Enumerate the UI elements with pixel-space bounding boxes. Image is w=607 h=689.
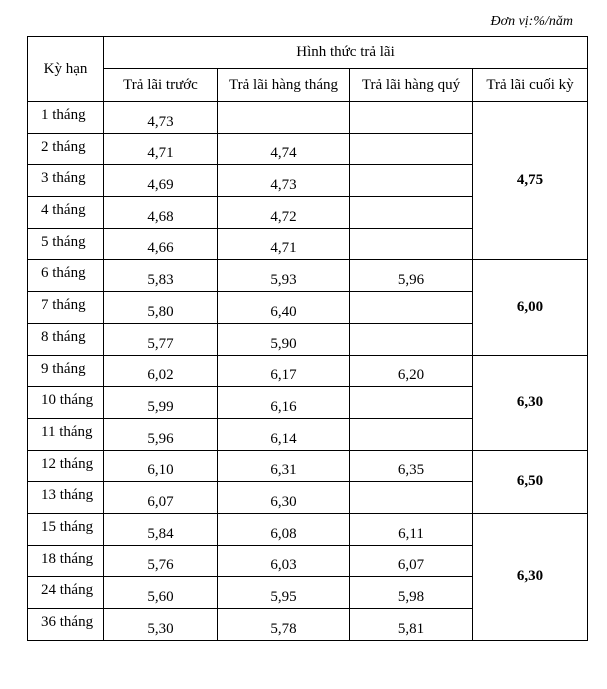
header-col-end-of-term: Trả lãi cuối kỳ <box>473 69 588 102</box>
unit-note: Đơn vị:%/năm <box>490 14 573 29</box>
term-cell: 13 tháng <box>28 482 104 514</box>
monthly-cell: 4,74 <box>218 133 350 165</box>
term-cell: 11 tháng <box>28 418 104 450</box>
prepaid-cell: 4,73 <box>104 102 218 134</box>
quarterly-cell <box>350 197 473 229</box>
monthly-cell: 6,16 <box>218 387 350 419</box>
term-cell: 1 tháng <box>28 102 104 134</box>
monthly-cell: 5,95 <box>218 577 350 609</box>
term-cell: 2 tháng <box>28 133 104 165</box>
prepaid-cell: 4,66 <box>104 228 218 260</box>
quarterly-cell <box>350 133 473 165</box>
table-row <box>28 260 588 292</box>
prepaid-cell: 5,84 <box>104 513 218 545</box>
monthly-cell: 4,71 <box>218 228 350 260</box>
table-row <box>28 513 588 545</box>
monthly-cell: 5,90 <box>218 323 350 355</box>
header-col-monthly: Trả lãi hàng tháng <box>218 69 350 102</box>
quarterly-cell: 6,35 <box>350 450 473 482</box>
header-payment-method: Hình thức trả lãi <box>104 37 588 69</box>
header-term: Kỳ hạn <box>28 37 104 102</box>
table-row <box>28 450 588 482</box>
monthly-cell: 6,03 <box>218 545 350 577</box>
monthly-cell <box>218 102 350 134</box>
quarterly-cell: 5,96 <box>350 260 473 292</box>
monthly-cell: 4,72 <box>218 197 350 229</box>
term-cell: 7 tháng <box>28 292 104 324</box>
term-cell: 6 tháng <box>28 260 104 292</box>
monthly-cell: 6,08 <box>218 513 350 545</box>
quarterly-cell: 5,98 <box>350 577 473 609</box>
quarterly-cell <box>350 165 473 197</box>
prepaid-cell: 5,83 <box>104 260 218 292</box>
monthly-cell: 5,78 <box>218 609 350 641</box>
prepaid-cell: 5,77 <box>104 323 218 355</box>
table-row <box>28 355 588 387</box>
quarterly-cell <box>350 292 473 324</box>
quarterly-cell: 6,20 <box>350 355 473 387</box>
prepaid-cell: 5,99 <box>104 387 218 419</box>
prepaid-cell: 5,30 <box>104 609 218 641</box>
quarterly-cell <box>350 482 473 514</box>
end-of-term-cell: 6,30 <box>473 355 588 450</box>
header-col-prepaid: Trả lãi trước <box>104 69 218 102</box>
term-cell: 18 tháng <box>28 545 104 577</box>
monthly-cell: 5,93 <box>218 260 350 292</box>
end-of-term-cell: 6,30 <box>473 513 588 640</box>
term-cell: 36 tháng <box>28 609 104 641</box>
term-cell: 24 tháng <box>28 577 104 609</box>
quarterly-cell <box>350 102 473 134</box>
prepaid-cell: 6,10 <box>104 450 218 482</box>
monthly-cell: 6,30 <box>218 482 350 514</box>
monthly-cell: 6,17 <box>218 355 350 387</box>
end-of-term-cell: 6,50 <box>473 450 588 513</box>
end-of-term-cell: 6,00 <box>473 260 588 355</box>
monthly-cell: 4,73 <box>218 165 350 197</box>
term-cell: 12 tháng <box>28 450 104 482</box>
interest-rate-table <box>27 36 588 641</box>
term-cell: 15 tháng <box>28 513 104 545</box>
term-cell: 10 tháng <box>28 387 104 419</box>
term-cell: 9 tháng <box>28 355 104 387</box>
monthly-cell: 6,14 <box>218 418 350 450</box>
term-cell: 8 tháng <box>28 323 104 355</box>
prepaid-cell: 4,69 <box>104 165 218 197</box>
prepaid-cell: 6,02 <box>104 355 218 387</box>
table-row <box>28 102 588 134</box>
end-of-term-cell: 4,75 <box>473 102 588 260</box>
prepaid-cell: 5,96 <box>104 418 218 450</box>
quarterly-cell: 6,11 <box>350 513 473 545</box>
header-col-quarterly: Trả lãi hàng quý <box>350 69 473 102</box>
term-cell: 3 tháng <box>28 165 104 197</box>
prepaid-cell: 4,71 <box>104 133 218 165</box>
prepaid-cell: 5,80 <box>104 292 218 324</box>
quarterly-cell <box>350 418 473 450</box>
prepaid-cell: 5,60 <box>104 577 218 609</box>
prepaid-cell: 6,07 <box>104 482 218 514</box>
table-body <box>28 102 588 641</box>
prepaid-cell: 4,68 <box>104 197 218 229</box>
quarterly-cell: 6,07 <box>350 545 473 577</box>
quarterly-cell: 5,81 <box>350 609 473 641</box>
term-cell: 4 tháng <box>28 197 104 229</box>
monthly-cell: 6,40 <box>218 292 350 324</box>
quarterly-cell <box>350 323 473 355</box>
quarterly-cell <box>350 228 473 260</box>
quarterly-cell <box>350 387 473 419</box>
monthly-cell: 6,31 <box>218 450 350 482</box>
prepaid-cell: 5,76 <box>104 545 218 577</box>
term-cell: 5 tháng <box>28 228 104 260</box>
